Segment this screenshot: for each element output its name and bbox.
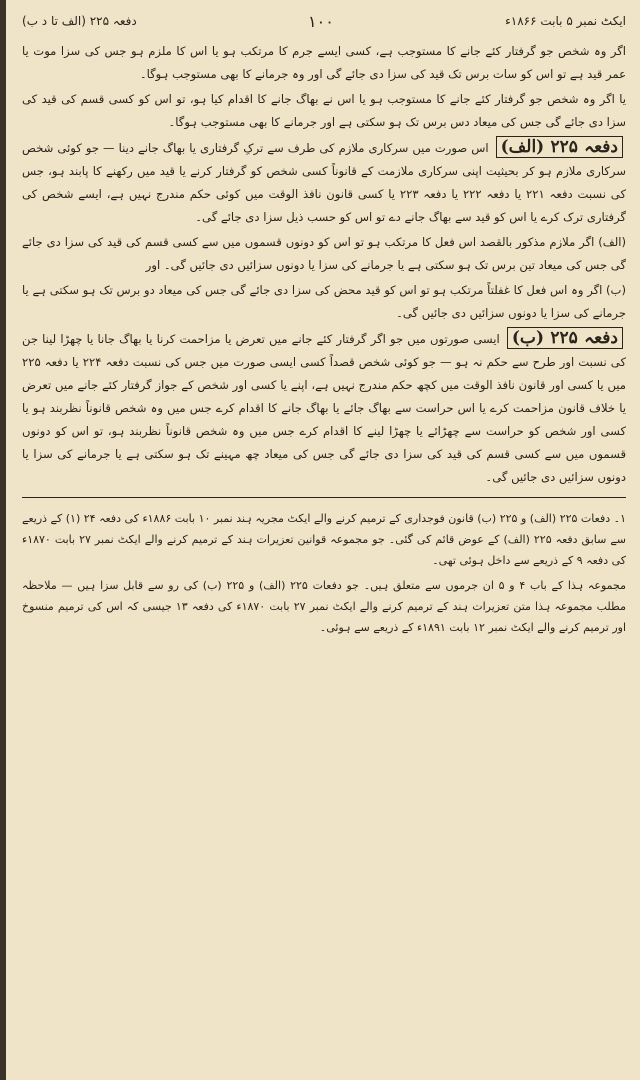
header-right-text: ایکٹ نمبر ۵ بابت ۱۸۶۶ء — [505, 14, 626, 28]
page-number: ۱۰۰ — [308, 11, 334, 31]
paragraph-5: (ب) اگر وہ اس فعل کا غفلتاً مرتکب ہو تو اس کو قید محض کی سزا دی جائے گی جس کی میعاد دو برس تک ہو سکتی ہے یا جرمانے کی سزا یا دونوں سزائیں دی جائیں گی۔ — [22, 283, 626, 320]
paragraph-3 — [22, 136, 626, 229]
section-225b-heading: دفعہ ۲۲۵ (ب) — [507, 327, 623, 349]
paragraph-1: اگر وہ شخص جو گرفتار کئے جانے کا مستوجب ہے، کسی ایسے جرم کا مرتکب ہو یا اس کا ملزم ہو جس کی سزا موت یا عمر قید ہے تو اس کو سات برس تک قید کی سزا دی جائے گی اور وہ جرمانے کا بھی مستوجب ہوگا۔ — [22, 44, 626, 81]
section-225b-text: ایسی صورتوں میں جو اگر گرفتار کئے جانے میں تعرض یا مزاحمت کرنا یا بھاگ جانا یا چھڑا لینا جن کی نسبت اور طرح سے حکم نہ ہو — جو کوئی شخص قصداً کسی ایسی صورت میں جس کی نسبت دفعہ ۲۲۴ یا دفعہ ۲۲۵ میں یا کسی اور قانون نافذ الوقت میں کچھ حکم مندرج نہیں ہے، اپنے یا کسی اور شخص کے جواز گرفتار کئے جانے میں تعرض یا خلاف قانون مزاحمت کرے یا اس حراست سے بھاگ جائے یا بھاگ جانے کا اقدام کرے جس میں وہ شخص قانوناً نظربند ہو یا کسی اور شخص کو حراست سے چھڑائے یا چھڑا لینے کا اقدام کرے جس میں وہ شخص قانوناً نظربند ہو، تو اس کو دونوں قسموں میں سے کسی قسم کی قید کی سزا دی جائے گی جس کی میعاد چھ مہینے تک ہو سکتی ہے یا جرمانے کی سزا یا دونوں سزائیں دی جائیں گی۔ — [22, 332, 626, 484]
paragraph-2: یا اگر وہ شخص جو گرفتار کئے جانے کا مستوجب ہو یا اس نے بھاگ جانے کا اقدام کیا ہو، تو اس کو کسی قسم کی قید کی سزا دی جائے گی جس کی میعاد دس برس تک ہو سکتی ہے اور جرمانے کا بھی مستوجب ہوگا۔ — [22, 92, 626, 129]
section-225a-heading: دفعہ ۲۲۵ (الف) — [496, 136, 623, 158]
section-225a-text: اس صورت میں سرکاری ملازم کی طرف سے ترکِ گرفتاری یا بھاگ جانے دینا — جو کوئی شخص سرکاری ملازم ہو کر بحیثیت اپنی سرکاری ملازمت کے قانوناً کسی شخص کو گرفتار کرنے یا قید میں رکھنے کا پابند ہو، جس کی نسبت دفعہ ۲۲۱ یا دفعہ ۲۲۲ یا دفعہ ۲۲۳ یا کسی قانون نافذ الوقت میں کوئی حکم مندرج نہیں ہے، ایسے شخص کی گرفتاری ترک کرے یا اس کو قید سے بھاگ جانے دے تو اس کو حسب ذیل سزا دی جائے گی۔ — [22, 141, 626, 224]
footnote-2: مجموعہ ہذا کے باب ۴ و ۵ ان جرموں سے متعلق ہیں۔ جو دفعات ۲۲۵ (الف) و ۲۲۵ (ب) کی رو سے قابل سزا ہیں — ملاحظہ مطلب مجموعہ ہذا متن تعزیرات ہند کے ترمیم کرنے والے ایکٹ نمبر ۲۷ بابت ۱۸۷۰ء کی دفعہ ۱۳ جیسی کہ اس کی ترمیم منسوخ اور ترمیم کرنے والے ایکٹ نمبر ۱۲ بابت ۱۸۹۱ء کے ذریعے سے ہوئی۔ — [22, 579, 626, 634]
paragraph-6 — [22, 327, 626, 489]
header-left-text: دفعہ ۲۲۵ (الف تا د ب) — [22, 14, 137, 28]
footnote-1: ۱۔ دفعات ۲۲۵ (الف) و ۲۲۵ (ب) قانون فوجداری کے ترمیم کرنے والے ایکٹ مجریہ ہند نمبر ۱۰ بابت ۱۸۸۶ء کی دفعہ ۲۴ (۱) کے ذریعے سے سابق دفعہ ۲۲۵ (الف) کے عوض قائم کی گئی۔ جو مجموعہ قوانین تعزیرات ہند کے ترمیم کرنے والے ایکٹ نمبر ۲۷ بابت ۱۸۷۰ء کی دفعہ ۹ کے ذریعے سے داخل ہوئی تھی۔ — [22, 512, 626, 567]
paragraph-4: (الف) اگر ملازم مذکور بالقصد اس فعل کا مرتکب ہو تو اس کو دونوں قسموں میں سے کسی قسم کی قید کی سزا دی جائے گی جس کی میعاد تین برس تک ہو سکتی ہے یا جرمانے کی سزا یا دونوں سزائیں دی جائیں گی۔ اور — [22, 235, 626, 272]
footnote-divider — [22, 497, 626, 498]
page-header — [22, 8, 626, 34]
